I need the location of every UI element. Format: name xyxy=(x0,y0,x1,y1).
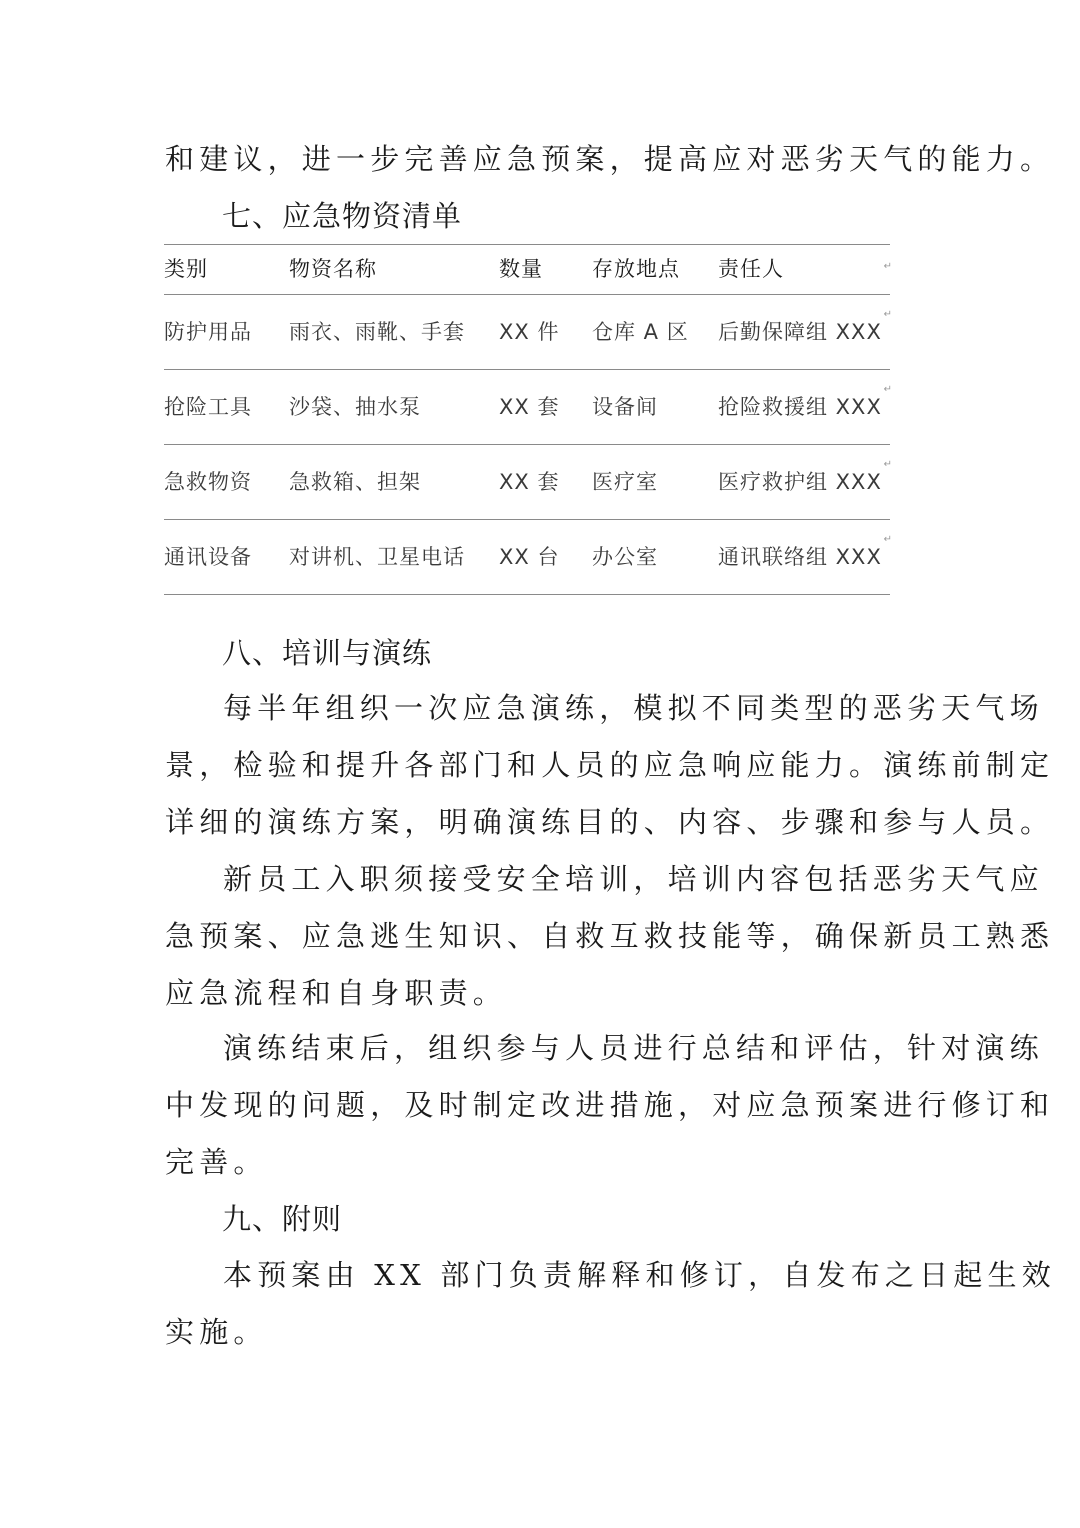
cell-location: 仓库 A 区 xyxy=(592,320,689,344)
table-header-row xyxy=(164,245,890,295)
header-item-name: 物资名称 xyxy=(289,257,377,281)
paragraph-line: 实施。 xyxy=(165,1315,268,1349)
cell-responsible: 医疗救护组 XXX xyxy=(718,470,882,494)
cell-category: 抢险工具 xyxy=(164,395,252,419)
cell-quantity: XX 套 xyxy=(499,470,560,494)
table-row xyxy=(164,445,890,520)
cell-responsible: 抢险救援组 XXX xyxy=(718,395,882,419)
cell-location: 医疗室 xyxy=(592,470,658,494)
header-quantity: 数量 xyxy=(499,257,543,281)
row-end-mark-icon: ↵ xyxy=(883,261,892,272)
paragraph-line: 每半年组织一次应急演练，模拟不同类型的恶劣天气场 xyxy=(223,691,1044,725)
cell-item-name: 对讲机、卫星电话 xyxy=(289,545,465,569)
cell-location: 设备间 xyxy=(592,395,658,419)
row-end-mark-icon: ↵ xyxy=(883,534,892,545)
paragraph-line: 本预案由 XX 部门负责解释和修订，自发布之日起生效 xyxy=(223,1258,1056,1292)
cell-responsible: 后勤保障组 XXX xyxy=(718,320,882,344)
paragraph-line: 景，检验和提升各部门和人员的应急响应能力。演练前制定 xyxy=(165,748,1055,782)
cell-category: 通讯设备 xyxy=(164,545,252,569)
paragraph-line: 完善。 xyxy=(165,1145,268,1179)
cell-item-name: 急救箱、担架 xyxy=(289,470,421,494)
row-end-mark-icon: ↵ xyxy=(883,459,892,470)
paragraph-intro-tail: 和建议，进一步完善应急预案，提高应对恶劣天气的能力。 xyxy=(165,142,1055,176)
cell-quantity: XX 件 xyxy=(499,320,560,344)
header-responsible: 责任人 xyxy=(718,257,784,281)
paragraph-line: 新员工入职须接受安全培训，培训内容包括恶劣天气应 xyxy=(223,862,1044,896)
row-end-mark-icon: ↵ xyxy=(883,384,892,395)
paragraph-line: 演练结束后，组织参与人员进行总结和评估，针对演练 xyxy=(223,1031,1044,1065)
paragraph-line: 详细的演练方案，明确演练目的、内容、步骤和参与人员。 xyxy=(165,805,1055,839)
cell-quantity: XX 套 xyxy=(499,395,560,419)
section-9-title: 九、附则 xyxy=(222,1202,343,1236)
paragraph-line: 急预案、应急逃生知识、自救互救技能等，确保新员工熟悉 xyxy=(165,919,1055,953)
cell-category: 防护用品 xyxy=(164,320,252,344)
paragraph-line: 应急流程和自身职责。 xyxy=(165,976,508,1010)
table-row xyxy=(164,370,890,445)
header-location: 存放地点 xyxy=(592,257,680,281)
paragraph-line: 中发现的问题，及时制定改进措施，对应急预案进行修订和 xyxy=(165,1088,1055,1122)
emergency-supplies-table xyxy=(164,244,890,595)
section-8-title: 八、培训与演练 xyxy=(222,636,433,670)
cell-item-name: 沙袋、抽水泵 xyxy=(289,395,421,419)
header-category: 类别 xyxy=(164,257,208,281)
cell-location: 办公室 xyxy=(592,545,658,569)
cell-category: 急救物资 xyxy=(164,470,252,494)
table-row xyxy=(164,295,890,370)
row-end-mark-icon: ↵ xyxy=(883,309,892,320)
table-row xyxy=(164,520,890,595)
section-7-title: 七、应急物资清单 xyxy=(222,199,463,233)
cell-responsible: 通讯联络组 XXX xyxy=(718,545,882,569)
cell-quantity: XX 台 xyxy=(499,545,560,569)
cell-item-name: 雨衣、雨靴、手套 xyxy=(289,320,465,344)
